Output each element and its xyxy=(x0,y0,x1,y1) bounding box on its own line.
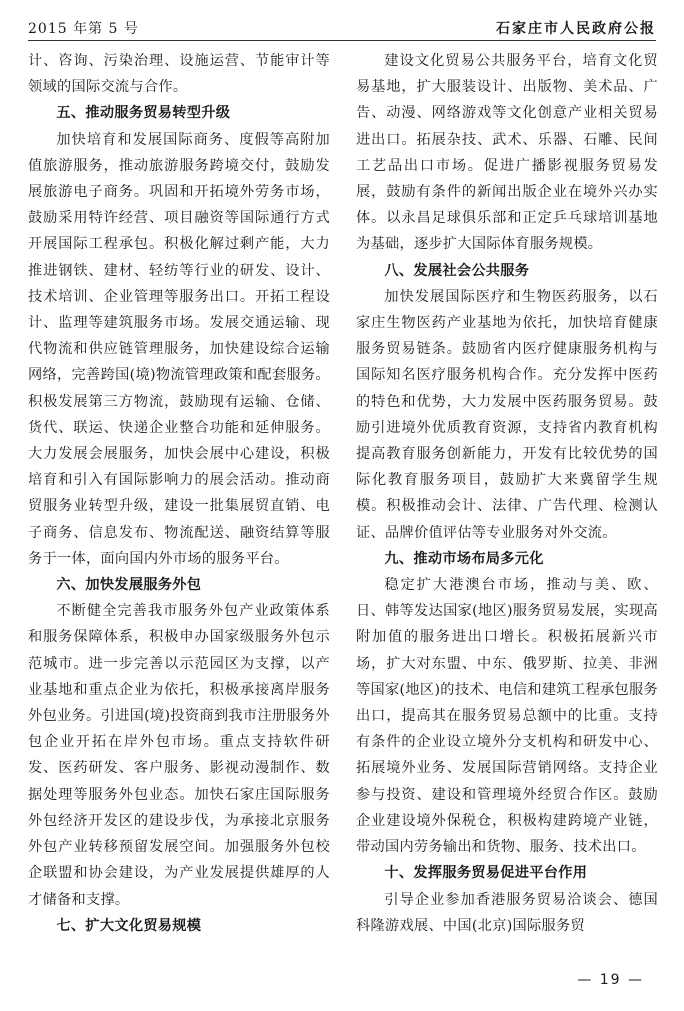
publication-title: 石家庄市人民政府公报 xyxy=(496,21,656,37)
section-heading-9: 九、推动市场布局多元化 xyxy=(384,550,544,567)
right-column xyxy=(356,48,658,939)
paragraph-section-5: 加快培育和发展国际商务、度假等高附加值旅游服务，推动旅游服务跨境交付，鼓励发展旅游电子商务。巩固和开拓境外劳务市场，鼓励采用特许经营、项目融资等国际通行方式开展国际工程承包。积极化解过剩产能，大力推进钢铁、建材、轻纺等行业的研发、设计、技术培训、企业管理等服务出口。开拓工程设计、监理等建筑服务市场。发展交通运输、现代物流和供应链管理服务，加快建设综合运输网络，完善跨国(境)物流管理政策和配套服务。积极发展第三方物流，鼓励现有运输、仓储、货代、联运、快递企业整合功能和延伸服务。大力发展会展服务，加快会展中心建设，积极培育和引入有国际影响力的展会活动。推动商贸服务业转型升级，建设一批集展贸直销、电子商务、信息发布、物流配送、融资结算等服务于一体，面向国内外市场的服务平台。 xyxy=(28,131,330,567)
paragraph-section-6: 不断健全完善我市服务外包产业政策体系和服务保障体系，积极申办国家级服务外包示范城市。进一步完善以示范园区为支撑，以产业基地和重点企业为依托，积极承接离岸服务外包业务。引进国(境)投资商到我市注册服务外包企业开拓在岸外包市场。重点支持软件研发、医药研发、客户服务、影视动漫制作、数据处理等服务外包业态。加快石家庄国际服务外包经济开发区的建设步伐，为承接北京服务外包产业转移预留发展空间。加强服务外包校企联盟和协会建设，为产业发展提供雄厚的人才储备和支撑。 xyxy=(28,603,330,908)
section-heading-10: 十、发挥服务贸易促进平台作用 xyxy=(384,865,588,882)
section-heading-8: 八、发展社会公共服务 xyxy=(384,262,530,279)
section-heading-6: 六、加快发展服务外包 xyxy=(56,577,202,594)
paragraph-section-9: 稳定扩大港澳台市场，推动与美、欧、日、韩等发达国家(地区)服务贸易发展，实现高附加值的服务进出口增长。积极拓展新兴市场，扩大对东盟、中东、俄罗斯、拉美、非洲等国家(地区)的技术、电信和建筑工程承包服务出口，提高其在服务贸易总额中的比重。支持有条件的企业设立境外分支机构和研发中心、拓展境外业务、发展国际营销网络。支持企业参与投资、建设和管理境外经贸合作区。鼓励企业建设境外保税仓，积极构建跨境产业链，带动国内劳务输出和货物、服务、技术出口。 xyxy=(356,577,658,856)
page-header xyxy=(28,14,656,41)
section-heading-5: 五、推动服务贸易转型升级 xyxy=(56,105,231,122)
paragraph-continued: 计、咨询、污染治理、设施运营、节能审计等领域的国际交流与合作。 xyxy=(28,53,330,96)
issue-label: 2015 年第 5 号 xyxy=(28,21,139,37)
paragraph-section-8: 加快发展国际医疗和生物医药服务，以石家庄生物医药产业基地为依托，加快培育健康服务贸易链条。鼓励省内医疗健康服务机构与国际知名医疗服务机构合作。充分发挥中医药的特色和优势，大力发展中医药服务贸易。鼓励引进境外优质教育资源，支持省内教育机构提高教育服务创新能力，开发有比较优势的国际化教育服务项目，鼓励扩大来冀留学生规模。积极推动会计、法律、广告代理、检测认证、品牌价值评估等专业服务对外交流。 xyxy=(356,288,658,541)
paragraph-section-7: 建设文化贸易公共服务平台，培育文化贸易基地，扩大服装设计、出版物、美术品、广告、动漫、网络游戏等文化创意产业相关贸易进出口。拓展杂技、武术、乐器、石雕、民间工艺品出口市场。促进广播影视服务贸易发展，鼓励有条件的新闻出版企业在境外兴办实体。以永昌足球俱乐部和正定乒乓球培训基地为基础，逐步扩大国际体育服务规模。 xyxy=(356,53,658,253)
section-heading-7: 七、扩大文化贸易规模 xyxy=(56,917,202,934)
paragraph-section-10: 引导企业参加香港服务贸易洽谈会、德国科隆游戏展、中国(北京)国际服务贸 xyxy=(356,891,658,934)
left-column xyxy=(28,48,330,939)
page-number: — 19 — xyxy=(577,972,644,988)
